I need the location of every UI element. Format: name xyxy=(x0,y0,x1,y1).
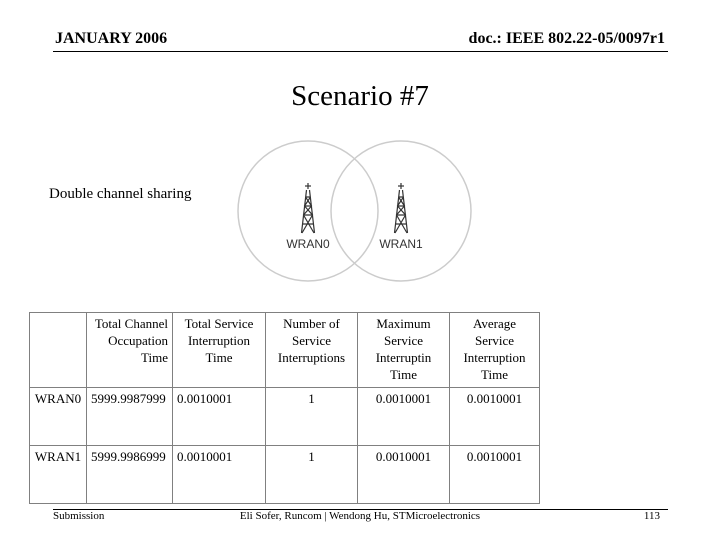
interruption-table xyxy=(29,312,540,504)
header-date: JANUARY 2006 xyxy=(55,30,168,47)
header-doc-id: doc.: IEEE 802.22-05/0097r1 xyxy=(468,30,665,47)
table-header-cell: Total Service Interruption Time xyxy=(173,313,266,388)
row-name: WRAN1 xyxy=(30,445,87,503)
table-cell: 0.0010001 xyxy=(173,387,266,445)
table-header-cell: Average Service Interruption Time xyxy=(450,313,540,388)
slide-subtitle: Double channel sharing xyxy=(49,186,192,202)
tower-label-wran0: WRAN0 xyxy=(286,237,330,251)
table-header-cell xyxy=(30,313,87,388)
coverage-circle-wran0 xyxy=(238,141,378,281)
tower-icon xyxy=(395,183,408,233)
footer-submission: Submission xyxy=(53,510,105,522)
tower-label-wran1: WRAN1 xyxy=(379,237,423,251)
header-rule xyxy=(53,51,668,52)
table-header-cell: Total Channel Occupation Time xyxy=(87,313,173,388)
table-cell: 1 xyxy=(266,387,358,445)
table-cell: 0.0010001 xyxy=(358,445,450,503)
page-number: 113 xyxy=(643,510,660,522)
table-cell: 5999.9987999 xyxy=(87,387,173,445)
table-cell: 0.0010001 xyxy=(358,387,450,445)
table-cell: 0.0010001 xyxy=(450,445,540,503)
table-cell: 1 xyxy=(266,445,358,503)
slide-title: Scenario #7 xyxy=(291,80,429,112)
coverage-diagram xyxy=(230,138,480,288)
row-name: WRAN0 xyxy=(30,387,87,445)
table-cell: 0.0010001 xyxy=(173,445,266,503)
table-header-cell: Maximum Service Interruptin Time xyxy=(358,313,450,388)
table-header-cell: Number of Service Interruptions xyxy=(266,313,358,388)
footer-authors: Eli Sofer, Runcom | Wendong Hu, STMicroelectronics xyxy=(239,510,481,522)
table-cell: 5999.9986999 xyxy=(87,445,173,503)
table-row xyxy=(30,445,540,503)
tower-icon xyxy=(302,183,315,233)
table-header-row xyxy=(30,313,540,388)
table-cell: 0.0010001 xyxy=(450,387,540,445)
coverage-circle-wran1 xyxy=(331,141,471,281)
table-row xyxy=(30,387,540,445)
